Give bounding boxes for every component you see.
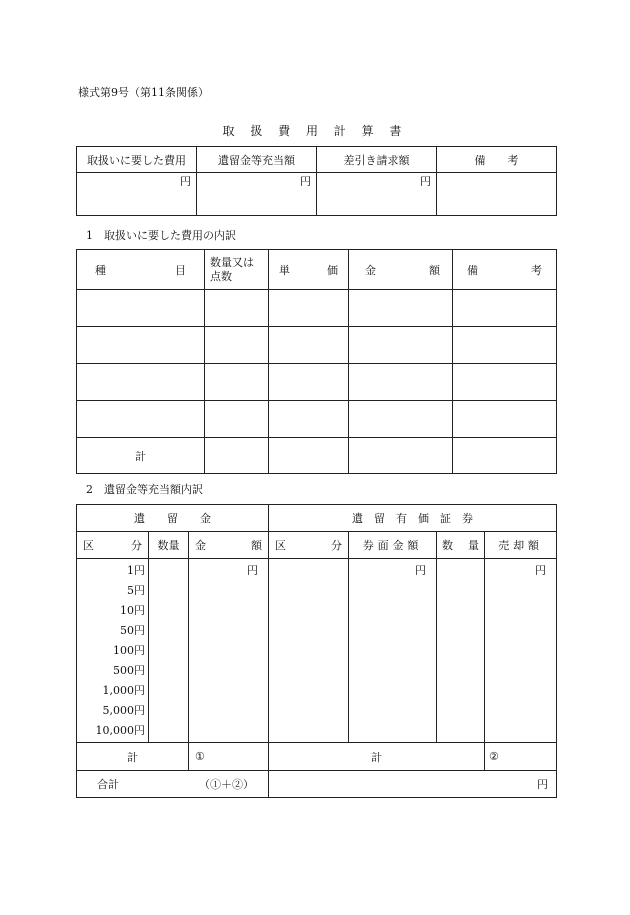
header-category-securities: 区 分 — [269, 532, 349, 559]
denomination-10000: 10,000円 — [95, 724, 145, 737]
yen-unit: 円 — [180, 175, 191, 188]
yen-unit: 円 — [300, 175, 311, 188]
denomination-list — [77, 559, 149, 743]
table-row — [77, 364, 557, 401]
header-amount: 金 額 — [189, 532, 269, 559]
securities-quantity-cell[interactable] — [437, 559, 485, 743]
header-category: 区 分 — [77, 532, 149, 559]
header-quantity-points: 数量又は 点数 — [205, 250, 269, 290]
denomination-1000: 1,000円 — [102, 684, 145, 697]
total-row — [77, 438, 557, 474]
cost-breakdown-table — [76, 249, 557, 474]
cash-amount-cell[interactable] — [189, 559, 269, 743]
header-handling-cost: 取扱いに要した費用 — [77, 147, 197, 173]
header-net-claim: 差引き請求額 — [317, 147, 437, 173]
cash-quantity-cell[interactable] — [149, 559, 189, 743]
grand-total-cell[interactable] — [269, 771, 557, 798]
table-row — [77, 290, 557, 327]
yen-unit: 円 — [420, 175, 431, 188]
form-number: 様式第9号（第11条関係） — [78, 86, 209, 99]
grand-total-formula: （①＋②） — [199, 778, 254, 791]
cash-total-label: 計 — [77, 743, 189, 771]
table-row — [77, 327, 557, 364]
table-row — [77, 401, 557, 438]
header-sale-value: 売却額 — [485, 532, 557, 559]
summary-cost-cell[interactable] — [77, 173, 197, 216]
yen-unit: 円 — [535, 564, 546, 577]
deposit-breakdown-table — [76, 504, 557, 798]
securities-category-cell[interactable] — [269, 559, 349, 743]
cash-title: 遺 留 金 — [77, 505, 269, 532]
header-deposit-applied: 遺留金等充当額 — [197, 147, 317, 173]
summary-claim-cell[interactable] — [317, 173, 437, 216]
denomination-5: 5円 — [127, 584, 145, 597]
yen-unit: 円 — [537, 778, 548, 791]
denomination-1: 1円 — [127, 564, 145, 577]
securities-total-label: 計 — [269, 743, 485, 771]
securities-title: 遺 留 有 価 証 券 — [269, 505, 557, 532]
cash-total-cell[interactable] — [189, 743, 269, 771]
summary-table — [76, 146, 557, 216]
mark-2: ② — [489, 750, 499, 763]
denomination-100: 100円 — [113, 644, 145, 657]
sale-value-cell[interactable] — [485, 559, 557, 743]
grand-total-label-cell — [77, 771, 269, 798]
header-unit-price: 単 価 — [269, 250, 349, 290]
summary-deposit-cell[interactable] — [197, 173, 317, 216]
total-label: 計 — [77, 438, 205, 474]
header-quantity: 数量 — [149, 532, 189, 559]
yen-unit: 円 — [247, 564, 258, 577]
header-amount: 金 額 — [349, 250, 453, 290]
denomination-500: 500円 — [113, 664, 145, 677]
denomination-50: 50円 — [120, 624, 145, 637]
grand-total-label: 合計 — [97, 778, 119, 791]
denomination-5000: 5,000円 — [102, 704, 145, 717]
summary-remarks-cell[interactable] — [437, 173, 557, 216]
header-kind: 種 目 — [77, 250, 205, 290]
section1-heading: 1 取扱いに要した費用の内訳 — [86, 229, 236, 242]
document-title: 取 扱 費 用 計 算 書 — [222, 124, 408, 138]
yen-unit: 円 — [415, 564, 426, 577]
mark-1: ① — [195, 750, 205, 763]
header-remarks: 備 考 — [437, 147, 557, 173]
header-quantity-securities: 数 量 — [437, 532, 485, 559]
section2-heading: 2 遺留金等充当額内訳 — [86, 483, 203, 496]
securities-total-cell[interactable] — [485, 743, 557, 771]
face-value-cell[interactable] — [349, 559, 437, 743]
denomination-10: 10円 — [120, 604, 145, 617]
header-face-value: 券面金額 — [349, 532, 437, 559]
header-remarks: 備 考 — [453, 250, 557, 290]
